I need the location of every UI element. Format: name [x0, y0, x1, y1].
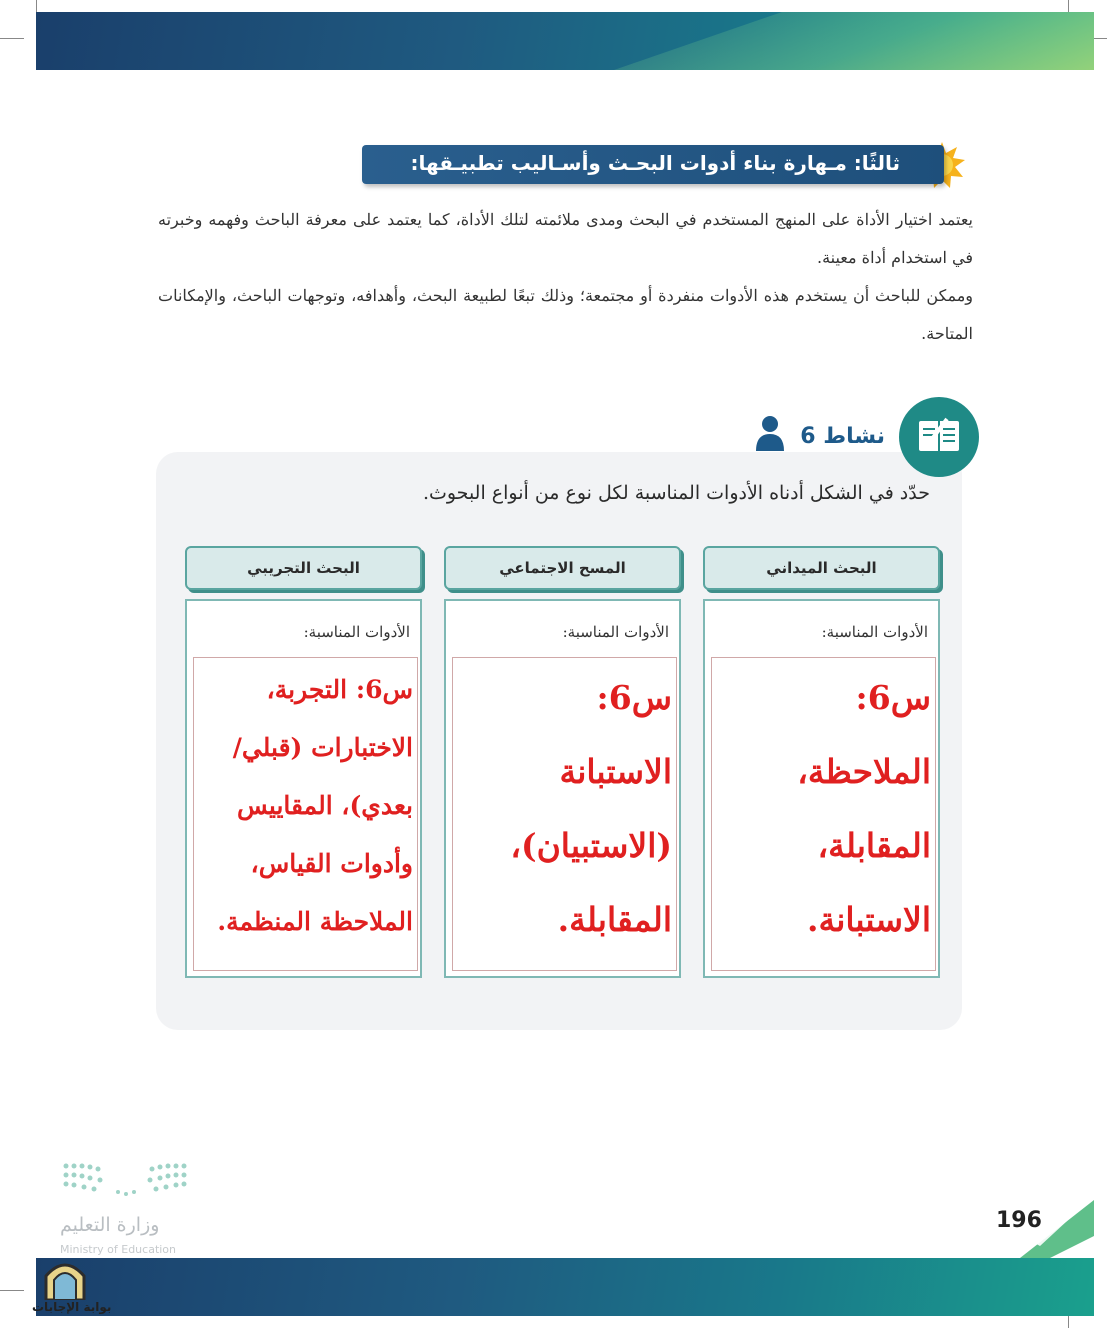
watermark-text: بوابة الإجابات: [32, 1300, 112, 1314]
ministry-logo-dots-icon: [60, 1160, 190, 1200]
column-header-social-survey: [444, 546, 681, 590]
tools-label: الأدوات المناسبة:: [303, 623, 410, 641]
column-header-experimental-research: [185, 546, 422, 590]
answer-line: الاستبانة: [559, 752, 672, 791]
activity-instruction: حدّد في الشكل أدناه الأدوات المناسبة لكل نوع من أنواع البحوث.: [422, 482, 930, 504]
tools-label: الأدوات المناسبة:: [821, 623, 928, 641]
answer-line: الاختبارات (قبلي/: [232, 733, 413, 762]
watermark-logo-icon: [40, 1256, 90, 1300]
paragraph-2: وممكن للباحث أن يستخدم هذه الأدوات منفردة أو مجتمعة؛ وذلك تبعًا لطبيعة البحث، وأهدافه، وتوجهات الباحث، والإمكانات المتاحة.: [158, 286, 973, 343]
answer-line: المقابلة،: [817, 826, 931, 865]
activity-book-icon: [899, 397, 979, 477]
column-box-social-survey: [444, 599, 681, 978]
section-title: [362, 145, 944, 184]
tools-label: الأدوات المناسبة:: [562, 623, 669, 641]
answer-line: س6:: [855, 678, 931, 717]
column-header-label: البحث التجريبي: [247, 559, 360, 577]
answer-line: (الاستبيان)،: [510, 826, 672, 865]
column-header-field-research: [703, 546, 940, 590]
answer-box: [452, 657, 677, 971]
answer-line: الاستبانة.: [807, 900, 931, 939]
column-box-field-research: [703, 599, 940, 978]
answer-box: [711, 657, 936, 971]
answer-line: وأدوات القياس،: [250, 849, 413, 878]
column-header-label: البحث الميداني: [766, 559, 877, 577]
column-box-experimental-research: [185, 599, 422, 978]
ministry-name-en: Ministry of Education: [60, 1243, 177, 1256]
activity-title-text: نشاط 6: [800, 424, 885, 449]
answer-line: بعدي)، المقاييس: [237, 791, 413, 820]
answer-box: [193, 657, 418, 971]
bottom-banner: [36, 1258, 1094, 1316]
answer-line: س6: التجربة،: [266, 675, 413, 704]
answer-line: الملاحظة،: [797, 752, 931, 791]
activity-title: [755, 418, 885, 458]
answer-line: س6:: [596, 678, 672, 717]
paragraph-1: يعتمد اختيار الأداة على المنهج المستخدم في البحث ومدى ملائمته لتلك الأداة، كما يعتمد على معرفة الباحث وفهمه وخبرته في استخدام أداة معينة.: [158, 210, 973, 267]
answer-line: المقابلة.: [557, 900, 672, 939]
crop-mark: [0, 38, 24, 39]
page-number: 196: [996, 1208, 1042, 1233]
top-banner: [36, 12, 1094, 70]
crop-mark: [0, 1290, 24, 1291]
column-header-label: المسح الاجتماعي: [499, 559, 626, 577]
section-title-text: ثالثًا: مـهارة بناء أدوات البحـث وأسـاليب تطبيـقها:: [410, 151, 900, 175]
ministry-name-ar: وزارة التعليم: [60, 1214, 160, 1236]
answer-line: الملاحظة المنظمة.: [217, 907, 413, 936]
